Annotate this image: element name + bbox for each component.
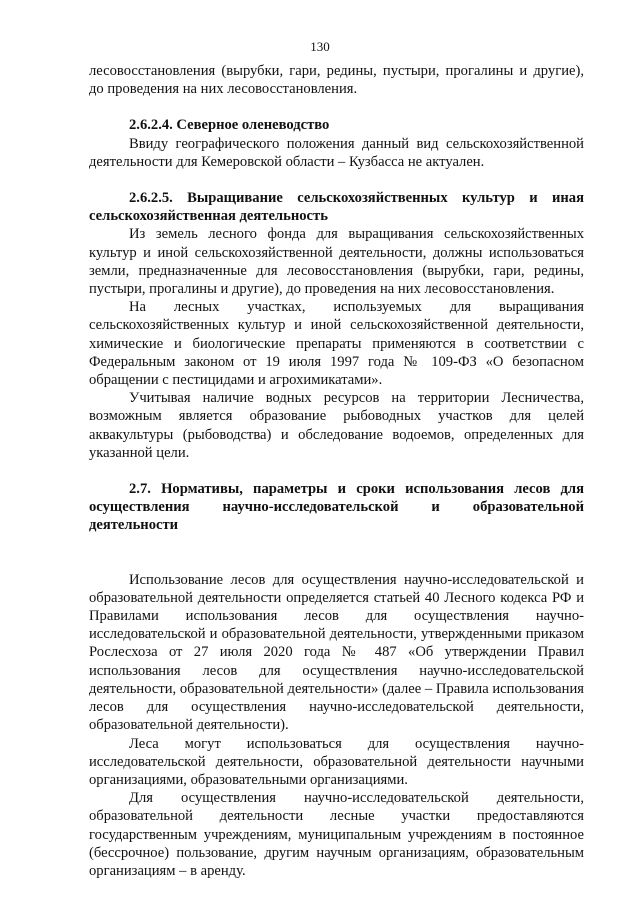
paragraph-5: Учитывая наличие водных ресурсов на территории Лесничества, возможным является образование рыбоводных участков для целей аквакультуры (рыбоводства) и обследование водоемов, определенных для указанной цели. <box>89 390 584 461</box>
paragraph-3: Из земель лесного фонда для выращивания сельскохозяйственных культур и иной сельскохозяйственной деятельности, должны использоваться земли, предназначенные для лесовосстановления (вырубки, гари, редины, пустыри, прогалины и другие), до проведения на них лесовосстановления. <box>89 226 584 298</box>
paragraph-8: Для осуществления научно-исследовательской деятельности, образовательной деятельности лесные участки предоставляются государственным учреждениям, муниципальным учреждениям в постоянное (бессрочное) пользование, другим научным организациям, образовательным организациям – в аренду. <box>89 790 584 879</box>
paragraph-2: Ввиду географического положения данный вид сельскохозяйственной деятельности для Кемеровской области – Кузбасса не актуален. <box>89 135 584 170</box>
heading-2-6-2-5: 2.6.2.5. Выращивание сельскохозяйственных культур и иная сельскохозяйственная деятельность <box>89 190 584 225</box>
paragraph-6: Использование лесов для осуществления научно-исследовательской и образовательной деятельности определяется статьей 40 Лесного кодекса РФ и Правилами использования лесов для осуществления научно-исследовательской и образовательной деятельности, утвержденными приказом Рослесхоза от 27 июля 2020 года № 487 «Об утверждении Правил использования лесов для осуществления научно-исследовательской деятельности, образовательной деятельности» (далее – Правила использования лесов для осуществления научно-исследовательской деятельности, образовательной деятельности). <box>89 571 584 734</box>
page-number: 130 <box>310 39 330 54</box>
document-body <box>89 62 584 880</box>
paragraph-4: На лесных участках, используемых для выращивания сельскохозяйственных культур и иной сельскохозяйственной деятельности, химические и биологические препараты применяются в соответствии с Федеральным законом от 19 июля 1997 года № 109-ФЗ «О безопасном обращении с пестицидами и агрохимикатами». <box>89 299 584 389</box>
heading-2-7: 2.7. Нормативы, параметры и сроки использования лесов для осуществления научно-исследовательской и образовательной деятельности <box>89 481 584 534</box>
heading-2-6-2-4: 2.6.2.4. Северное оленеводство <box>129 117 330 134</box>
paragraph-1: лесовосстановления (вырубки, гари, редины, пустыри, прогалины и другие), до проведения на них лесовосстановления. <box>89 63 584 98</box>
paragraph-7: Леса могут использоваться для осуществления научно-исследовательской деятельности, образовательной деятельности научными организациями, образовательными организациями. <box>89 735 584 788</box>
